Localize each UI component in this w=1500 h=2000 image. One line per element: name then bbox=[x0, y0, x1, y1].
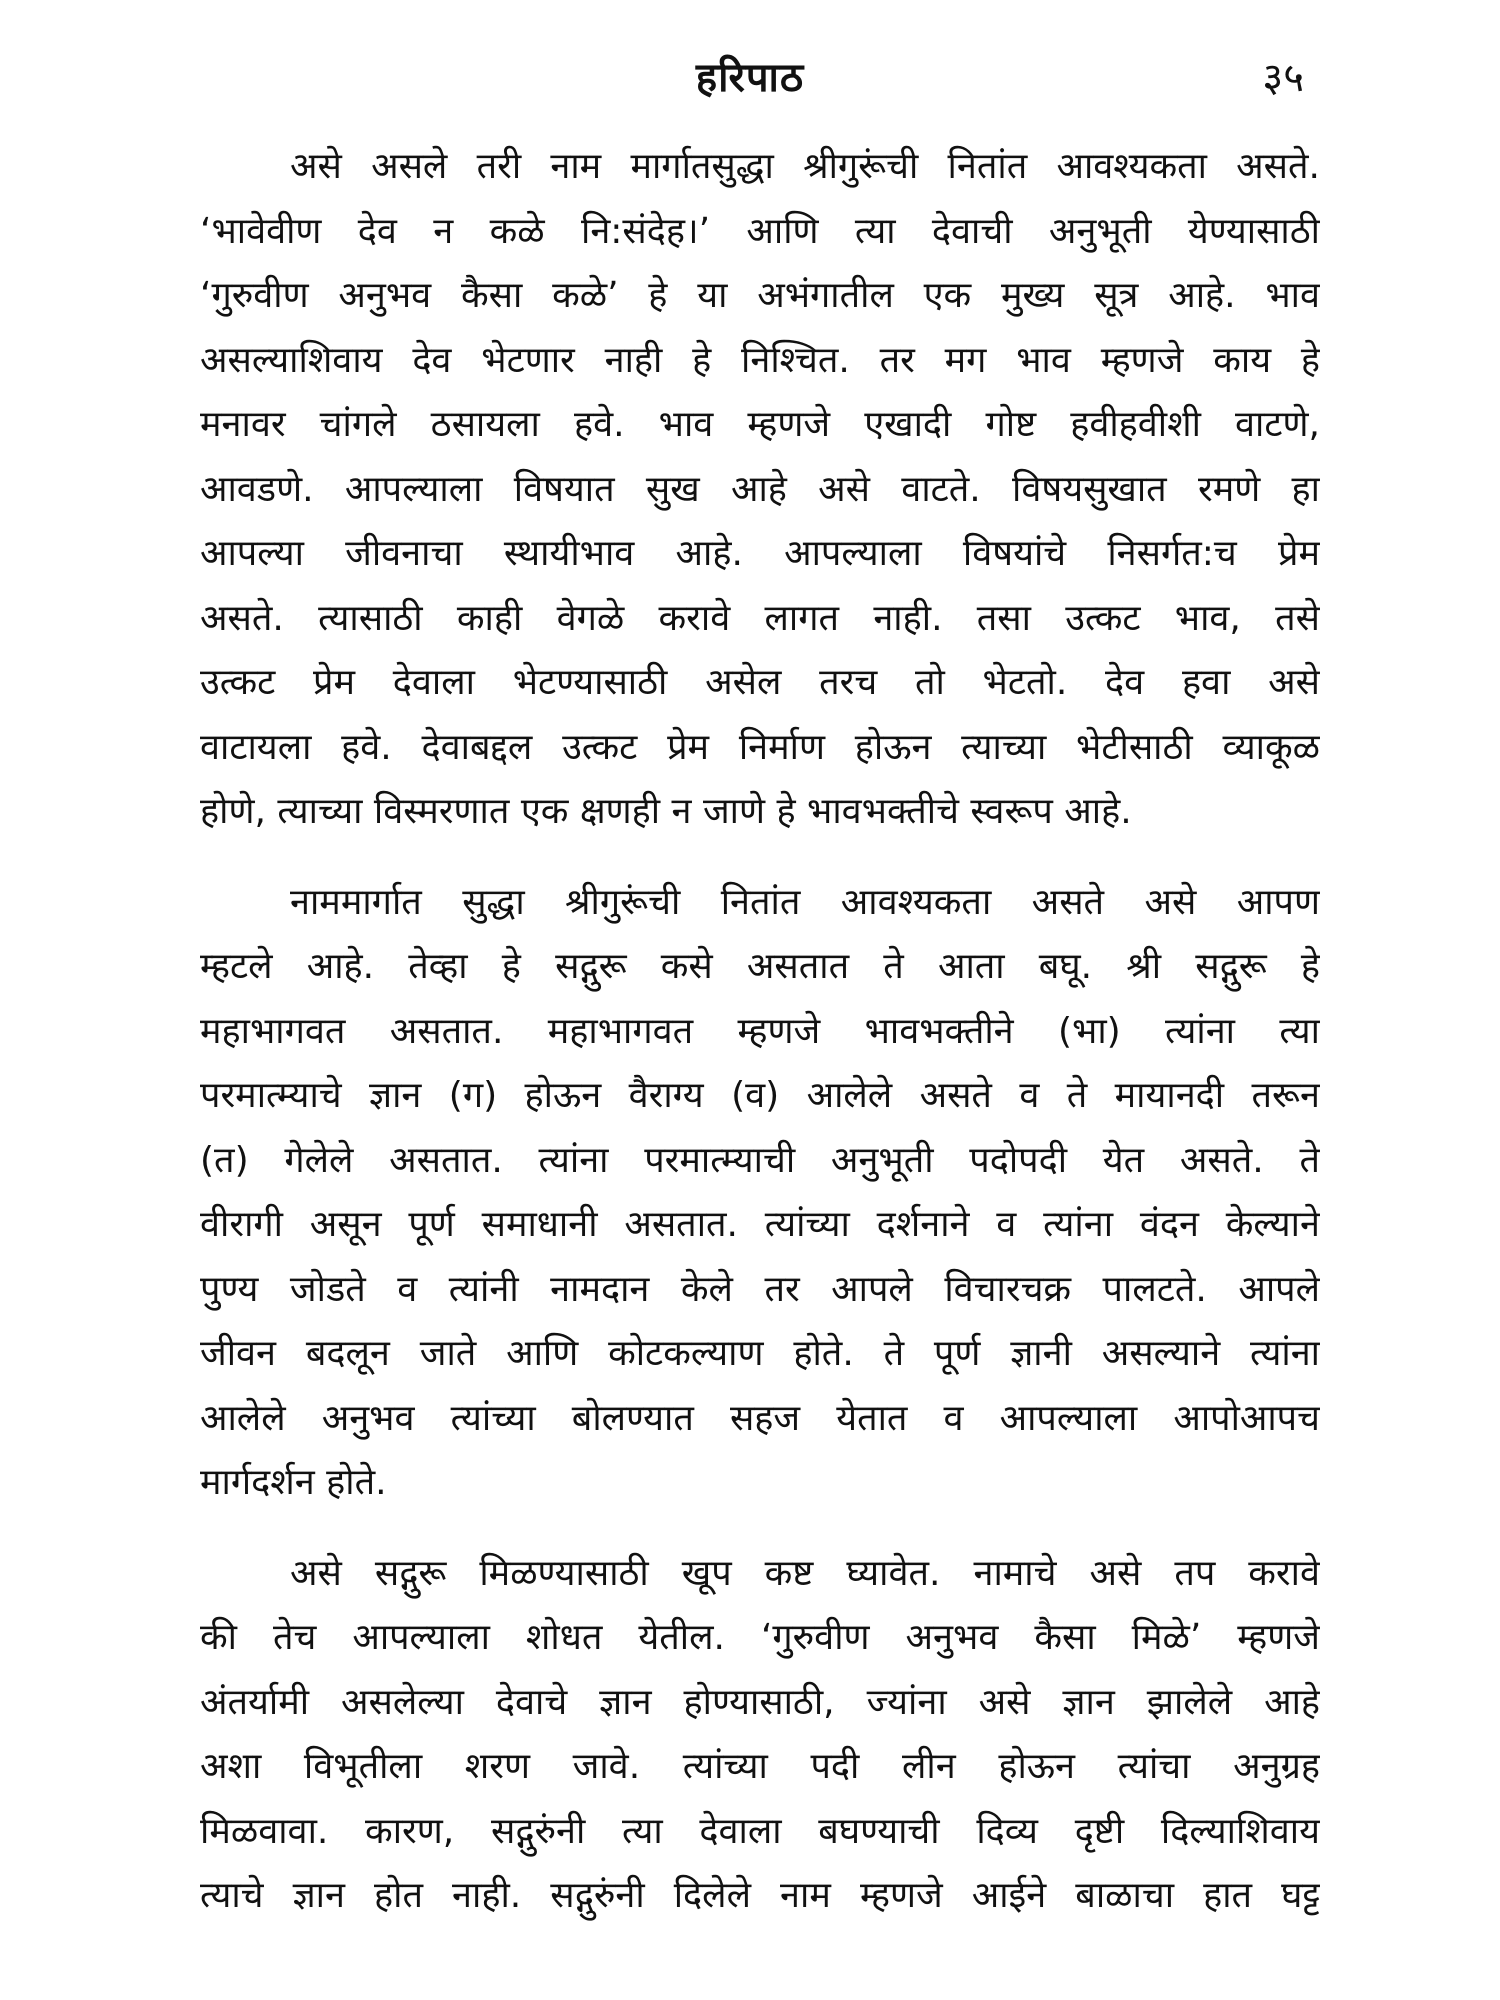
page-number: ३५ bbox=[1262, 55, 1304, 101]
paragraph-3 bbox=[200, 1542, 1320, 1929]
text-line: त्याचे ज्ञान होत नाही. सद्गुरुंनी दिलेले नाम म्हणजे आईने बाळाचा हात घट्ट bbox=[200, 1875, 1320, 1916]
text-line: महाभागवत असतात. महाभागवत म्हणजे भावभक्तीने (भा) त्यांना त्या bbox=[200, 1010, 1320, 1052]
text-line: ‘गुरुवीण अनुभव कैसा कळे’ हे या अभंगातील एक मुख्य सूत्र आहे. भाव bbox=[200, 275, 1320, 316]
text-line: असल्याशिवाय देव भेटणार नाही हे निश्चित. तर मग भाव म्हणजे काय हे bbox=[200, 339, 1320, 381]
text-line: (त) गेलेले असतात. त्यांना परमात्म्याची अनुभूती पदोपदी येत असते. ते bbox=[200, 1139, 1320, 1181]
text-line: अंतर्यामी असलेल्या देवाचे ज्ञान होण्यासाठी, ज्यांना असे ज्ञान झालेले आहे bbox=[200, 1681, 1320, 1723]
paragraph-2 bbox=[200, 871, 1320, 1516]
text-line: अशा विभूतीला शरण जावे. त्यांच्या पदी लीन होऊन त्यांचा अनुग्रह bbox=[200, 1746, 1320, 1787]
text-line: नाममार्गात सुद्धा श्रीगुरूंची नितांत आवश्यकता असते असे आपण bbox=[290, 881, 1320, 923]
text-line: वीरागी असून पूर्ण समाधानी असतात. त्यांच्या दर्शनाने व त्यांना वंदन केल्याने bbox=[200, 1204, 1320, 1245]
text-line: जीवन बदलून जाते आणि कोटकल्याण होते. ते पूर्ण ज्ञानी असल्याने त्यांना bbox=[200, 1333, 1320, 1374]
text-line: म्हटले आहे. तेव्हा हे सद्गुरू कसे असतात ते आता बघू. श्री सद्गुरू हे bbox=[200, 946, 1320, 987]
text-line: असते. त्यासाठी काही वेगळे करावे लागत नाही. तसा उत्कट भाव, तसे bbox=[200, 597, 1320, 639]
text-line: ‘भावेवीण देव न कळे नि:संदेह।’ आणि त्या देवाची अनुभूती येण्यासाठी bbox=[200, 210, 1320, 252]
text-line: परमात्म्याचे ज्ञान (ग) होऊन वैराग्य (व) आलेले असते व ते मायानदी तरून bbox=[200, 1075, 1320, 1116]
text-line: होणे, त्याच्या विस्मरणात एक क्षणही न जाणे हे भावभक्तीचे स्वरूप आहे. bbox=[200, 791, 1132, 832]
text-line: मार्गदर्शन होते. bbox=[200, 1462, 387, 1503]
paragraph-1 bbox=[200, 135, 1320, 845]
running-title: हरिपाठ bbox=[695, 55, 805, 101]
body-text bbox=[200, 135, 1320, 1955]
text-line: वाटायला हवे. देवाबद्दल उत्कट प्रेम निर्माण होऊन त्याच्या भेटीसाठी व्याकूळ bbox=[200, 726, 1320, 768]
text-line: आपल्या जीवनाचा स्थायीभाव आहे. आपल्याला विषयांचे निसर्गत:च प्रेम bbox=[200, 533, 1320, 574]
text-line: असे असले तरी नाम मार्गातसुद्धा श्रीगुरूंची नितांत आवश्यकता असते. bbox=[290, 146, 1320, 187]
text-line: आलेले अनुभव त्यांच्या बोलण्यात सहज येतात व आपल्याला आपोआपच bbox=[200, 1397, 1320, 1439]
text-line: उत्कट प्रेम देवाला भेटण्यासाठी असेल तरच तो भेटतो. देव हवा असे bbox=[200, 662, 1320, 703]
text-line: आवडणे. आपल्याला विषयात सुख आहे असे वाटते. विषयसुखात रमणे हा bbox=[200, 468, 1320, 510]
text-line: की तेच आपल्याला शोधत येतील. ‘गुरुवीण अनुभव कैसा मिळे’ म्हणजे bbox=[200, 1617, 1320, 1658]
text-line: मनावर चांगले ठसायला हवे. भाव म्हणजे एखादी गोष्ट हवीहवीशी वाटणे, bbox=[200, 404, 1320, 445]
text-line: असे सद्गुरू मिळण्यासाठी खूप कष्ट घ्यावेत. नामाचे असे तप करावे bbox=[290, 1552, 1320, 1594]
text-line: पुण्य जोडते व त्यांनी नामदान केले तर आपले विचारचक्र पालटते. आपले bbox=[200, 1268, 1320, 1310]
text-line: मिळवावा. कारण, सद्गुरुंनी त्या देवाला बघण्याची दिव्य दृष्टी दिल्याशिवाय bbox=[200, 1810, 1320, 1852]
